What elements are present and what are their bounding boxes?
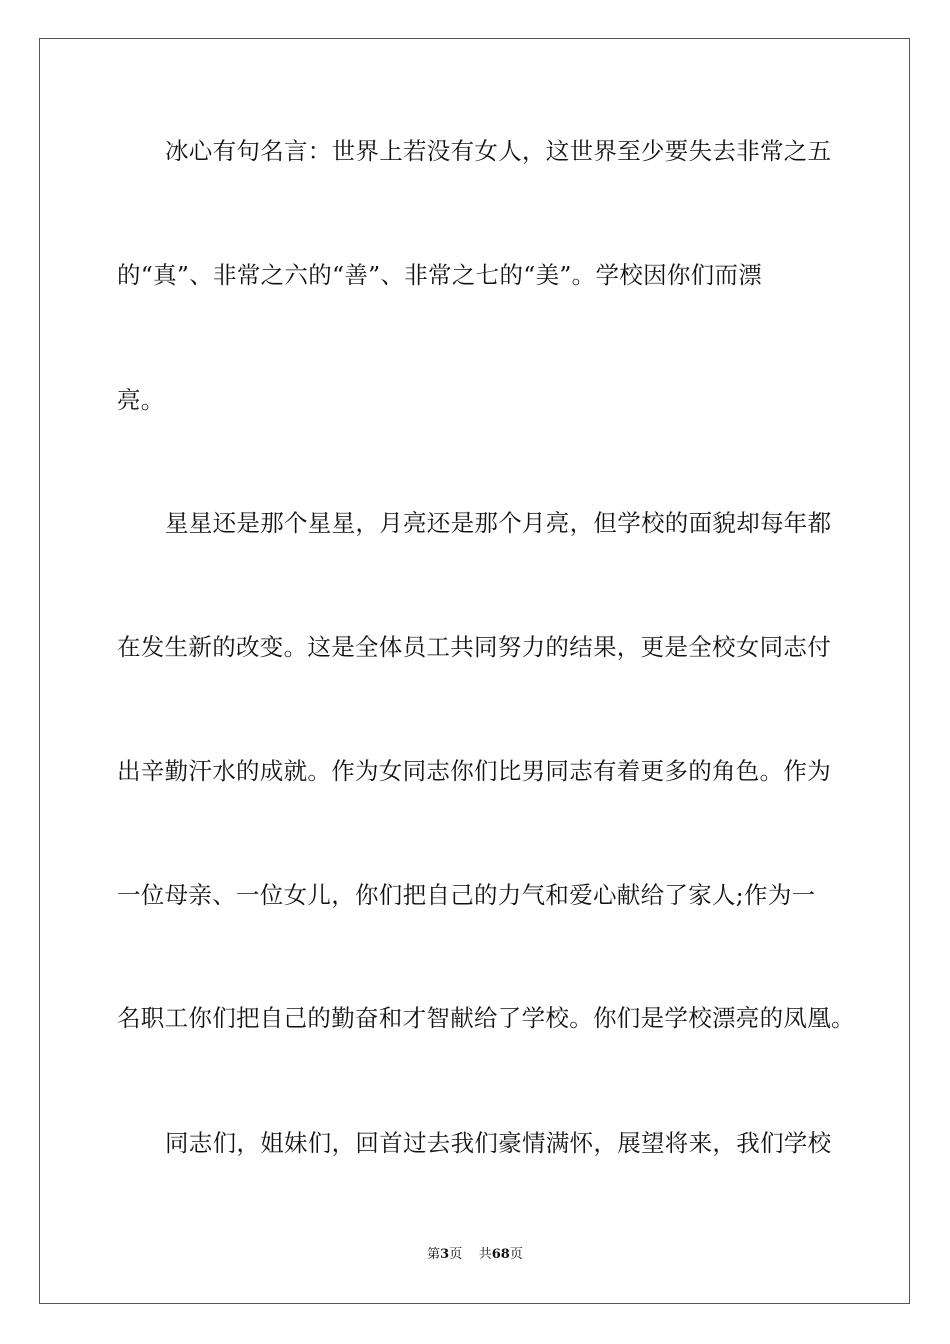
page-number: 3 [440,1247,450,1262]
body-line-5: 在发生新的改变。这是全体员工共同努力的结果，更是全校女同志付 [117,633,831,661]
total-pages: 68 [491,1247,510,1262]
body-line-8: 名职工你们把自己的勤奋和才智献给了学校。你们是学校漂亮的凤凰。 [117,1004,855,1032]
page-unit: 页 [449,1247,463,1262]
body-line-3: 亮。 [117,386,165,414]
total-prefix: 共 [478,1247,492,1262]
total-unit: 页 [509,1247,523,1262]
page-prefix: 第 [427,1247,441,1262]
page-border [39,38,910,1304]
body-line-2: 的“真”、非常之六的“善”、非常之七的“美”。学校因你们而漂 [117,261,763,289]
body-line-4: 星星还是那个星星，月亮还是那个月亮，但学校的面貌却每年都 [165,509,832,537]
body-line-9: 同志们，姐妹们，回首过去我们豪情满怀，展望将来，我们学校 [165,1129,832,1157]
page-footer [0,1246,950,1264]
body-line-7: 一位母亲、一位女儿，你们把自己的力气和爱心献给了家人;作为一 [117,881,816,909]
body-line-6: 出辛勤汗水的成就。作为女同志你们比男同志有着更多的角色。作为 [117,757,831,785]
body-line-1: 冰心有句名言：世界上若没有女人，这世界至少要失去非常之五 [165,137,832,165]
